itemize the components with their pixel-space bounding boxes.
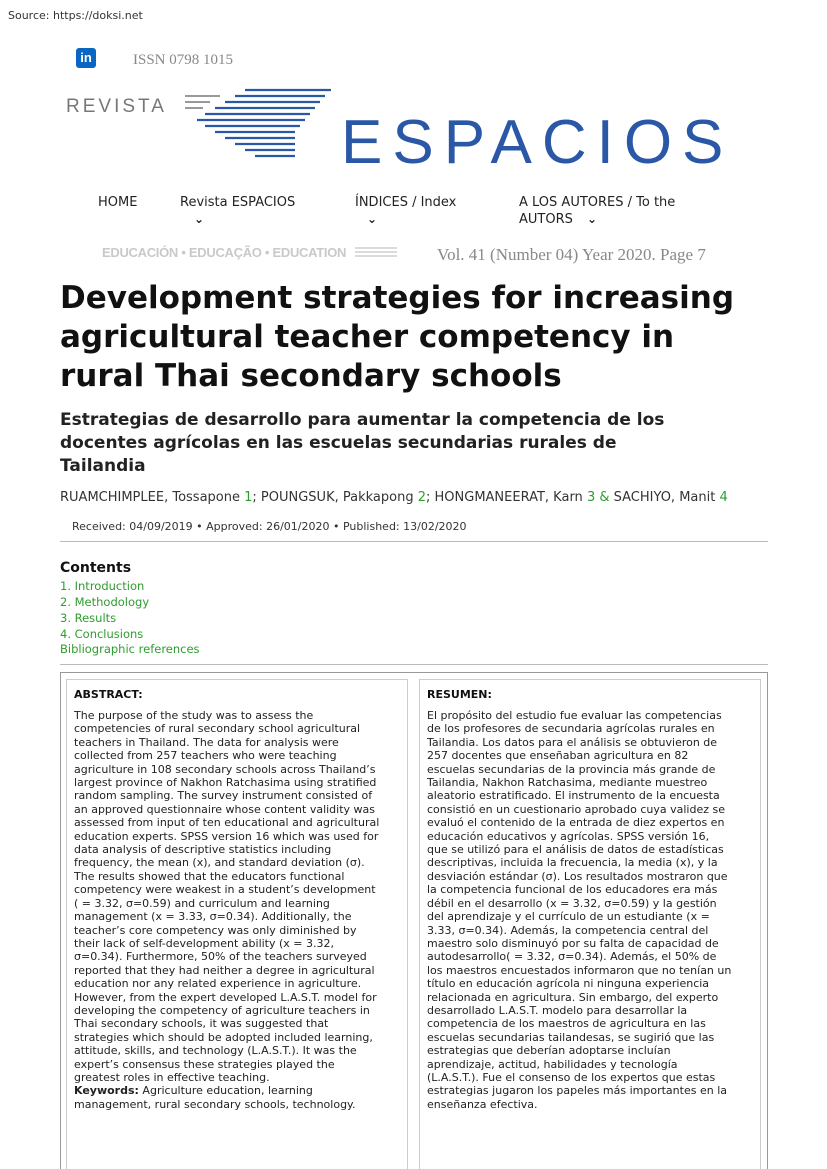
text-line: data analysis of descriptive statistics including [74,843,332,857]
text-line: expert’s consensus these strategies played the [74,1057,335,1071]
contents-heading: Contents [60,560,132,576]
text-line: Tailandia, Nakhon Ratchasima, mediante muestreo [427,776,708,790]
toc-link-references[interactable]: Bibliographic references [60,642,200,656]
text-line: (L.A.S.T.). Fue el consenso de los expertos que estas [427,1070,716,1084]
title-line: rural Thai secondary schools [60,358,562,394]
text-line: agriculture in 108 secondary schools across Thailand’s [74,762,376,776]
text-line: greatest roles in effective teaching. [74,1070,270,1084]
nav-indices-label: ÍNDICES / Index [355,195,457,210]
keywords-label: Keywords: [74,1084,139,1098]
chevron-down-icon[interactable]: ⌄ [194,212,205,226]
volume-info: Vol. 41 (Number 04) Year 2020. Page 7 [437,245,706,264]
text-line: collected from 257 teachers who were teaching [74,749,337,763]
logo-stripes [185,86,335,166]
author-ref-link[interactable]: 2 [417,490,426,505]
text-line: teacher’s core competency was only diminished by [74,923,357,937]
text-line: attitude, skills, and technology (L.A.S.T.). It was the [74,1044,357,1058]
text-line: Tailandia. Los datos para el análisis se obtuvieron de [427,735,718,749]
author-name: SACHIYO, Manit [613,490,716,505]
article-dates: Received: 04/09/2019 • Approved: 26/01/2020 • Published: 13/02/2020 [72,520,467,533]
toc-link-methodology[interactable]: 2. Methodology [60,595,150,609]
text-line: strategies which should be adopted included learning, [74,1030,373,1044]
nav-home[interactable]: HOME [98,195,138,210]
text-line: largest province of Nakhon Ratchasima using stratified [74,776,377,790]
text-line: developing the competency of agriculture teachers in [74,1003,370,1017]
author-ref-link[interactable]: 3 [586,490,596,505]
text-line: desviación estándar (σ). Los resultados mostraron que [427,869,728,883]
text-line: título en educación agrícola ni ninguna experiencia [427,977,710,991]
text-line: Thai secondary schools, it was suggested that [74,1017,329,1031]
nav-revista[interactable] [180,195,295,227]
logo-espacios: ESPACIOS [341,108,734,177]
article-title [60,279,780,396]
text-line: que se utilizó para el análisis de datos de estadísticas [427,843,724,857]
text-line: El propósito del estudio fue evaluar las competencias [427,709,722,722]
linkedin-icon[interactable]: in [76,48,96,68]
divider [60,541,768,542]
author-sep: ; [252,490,261,505]
text-line: los maestros encuestados informaron que no tenían un [427,963,732,977]
toc-link-results[interactable]: 3. Results [60,611,117,625]
nav-indices[interactable] [355,195,456,227]
text-line: an approved questionnaire whose content validity was [74,802,376,816]
keywords-line [74,1084,404,1097]
author-name: POUNGSUK, Pakkapong [260,490,414,505]
text-line: their lack of self-development ability (x = 3.32, [74,936,335,950]
text-line: teachers in Thailand. The data for analysis were [74,735,339,749]
text-line: However, from the expert developed L.A.S.T. model for [74,990,377,1004]
text-line: descriptivas, incluida la frecuencia, la media (x), y la [427,856,718,870]
authors [60,490,728,505]
author-ref-link[interactable]: 1 [244,490,253,505]
nav-autores-label-2: AUTORS [519,212,573,227]
text-line: σ=0.34). Furthermore, 50% of the teachers surveyed [74,950,367,964]
text-line: ( = 3.32, σ=0.59) and curriculum and learning [74,896,330,910]
author-ref-link[interactable]: 4 [719,490,728,505]
chevron-down-icon[interactable]: ⌄ [367,212,378,226]
tagline-stripes [355,246,397,260]
text-line: escuelas secundarias tailandesas, se sugirió que las [427,1030,715,1044]
text-line: education experts. SPSS version 16 which was used for [74,829,379,843]
text-line: aleatorio estratificado. El instrumento de la encuesta [427,789,720,803]
subtitle-line: docentes agrícolas en las escuelas secundarias rurales de [60,433,617,453]
text-line: The results showed that the educators functional [74,869,345,883]
text-line: evaluó el contenido de la entrada de diez expertos en [427,816,725,830]
text-line: estrategias que deberían adoptarse incluían [427,1044,671,1058]
text-line: maestro solo disminuyó por su falta de capacidad de [427,936,719,950]
keywords-line: management, rural secondary schools, technology. [74,1097,356,1111]
text-line: 3.33, σ=0.34). Además, la competencia central del [427,923,709,937]
text-line: de los profesores de secundaria agrícolas rurales en [427,722,715,736]
text-line: management (x = 3.33, σ=0.34). Additionally, the [74,910,352,924]
text-line: The purpose of the study was to assess the [74,709,314,722]
text-line: random sampling. The survey instrument consisted of [74,789,373,803]
toc-link-conclusions[interactable]: 4. Conclusions [60,627,144,641]
text-line: escuelas secundarias de la provincia más grande de [427,762,716,776]
text-line: competencia de los maestros de agricultura en las [427,1017,706,1031]
toc-link-introduction[interactable]: 1. Introduction [60,579,145,593]
author-sep: & [595,490,614,505]
resumen-heading: RESUMEN: [427,688,492,701]
text-line: relacionada en agricultura. Sin embargo, del experto [427,990,719,1004]
abstract-heading: ABSTRACT: [74,688,143,701]
text-line: competencies of rural secondary school agricultural [74,722,361,736]
article-subtitle [60,409,760,478]
text-line: del aprendizaje y el currículo de un estudiante (x = [427,910,710,924]
text-line: débil en el desarrollo (x = 3.32, σ=0.59) y la gestión [427,896,717,910]
resumen-body [427,709,757,1111]
chevron-down-icon[interactable]: ⌄ [587,212,598,226]
nav-revista-label: Revista ESPACIOS [180,195,296,210]
text-line: frequency, the mean (x), and standard deviation (σ). [74,856,365,870]
text-line: assessed from input of ten educational and agricultural [74,816,380,830]
text-line: consistió en un cuestionario aprobado cuya validez se [427,802,725,816]
source-note: Source: https://doksi.net [8,9,143,22]
text-line: competency were weakest in a student’s development [74,883,376,897]
text-line: 257 docentes que enseñaban agricultura en 82 [427,749,689,763]
text-line: desarrollado L.A.S.T. modelo para desarrollar la [427,1003,688,1017]
text-line: education nor any related experience in agriculture. [74,977,362,991]
title-line: agricultural teacher competency in [60,319,675,355]
title-line: Development strategies for increasing [60,280,735,316]
text-line: educación educativos y agrícolas. SPSS versión 16, [427,829,710,843]
logo-revista: REVISTA [66,96,167,117]
text-line: enseñanza efectiva. [427,1097,538,1111]
edition-tagline: EDUCACIÓN • EDUCAÇÃO • EDUCATION [102,245,347,260]
text-line: la competencia funcional de los educadores era más [427,883,718,897]
text-line: estrategias jugaron los papeles más importantes en la [427,1084,727,1098]
issn: ISSN 0798 1015 [133,52,234,68]
subtitle-line: Estrategias de desarrollo para aumentar la competencia de los [60,410,665,430]
author-name: RUAMCHIMPLEE, Tossapone [60,490,240,505]
text-line: aprendizaje, actitud, habilidades y tecnología [427,1057,678,1071]
abstract-body [74,709,404,1111]
nav-autores[interactable] [519,195,675,228]
author-name: HONGMANEERAT, Karn [434,490,583,505]
text-line: autodesarrollo( = 3.32, σ=0.34). Además, el 50% de [427,950,717,964]
keywords-text: Agriculture education, learning [138,1084,313,1098]
text-line: reported that they had neither a degree in agricultural [74,963,375,977]
subtitle-line: Tailandia [60,456,146,476]
author-sep: ; [426,490,435,505]
nav-autores-label-1: A LOS AUTORES / To the [519,195,676,210]
divider [60,664,768,665]
